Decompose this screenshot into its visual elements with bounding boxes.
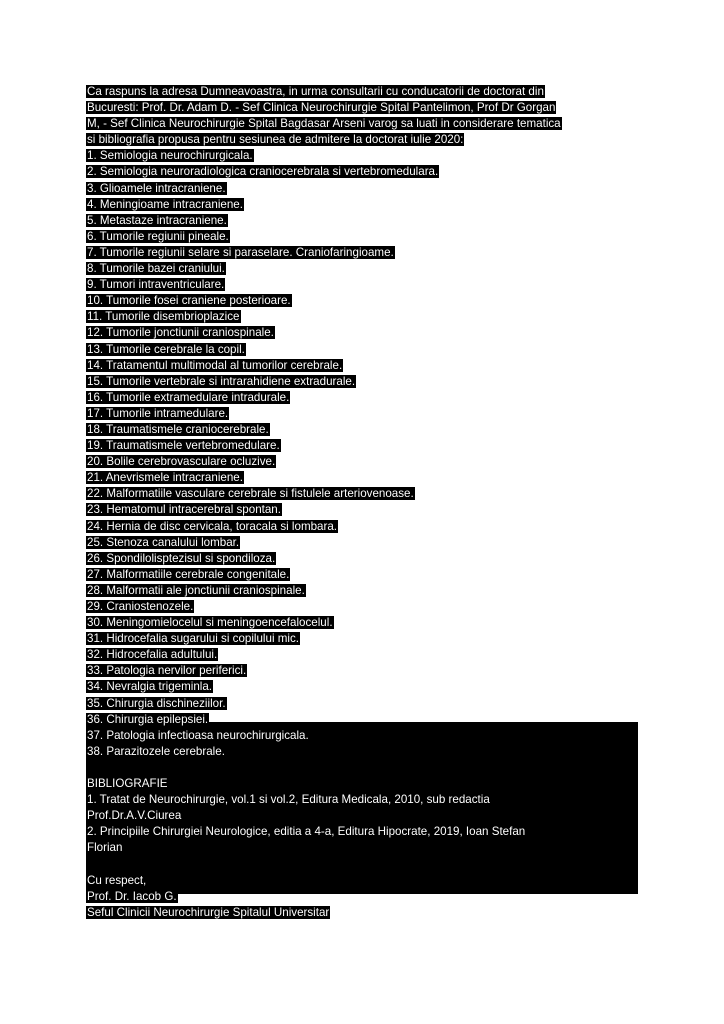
- topic-text: 36. Chirurgia epilepsiei.: [87, 712, 209, 726]
- closing-text: Seful Clinicii Neurochirurgie Spitalul Universitar: [87, 905, 330, 919]
- topic-line: [86, 197, 642, 213]
- topic-line: [86, 406, 642, 422]
- bibliography-heading: BIBLIOGRAFIE: [87, 777, 168, 791]
- topic-text: 27. Malformatiile cerebrale congenitale.: [87, 567, 290, 581]
- topic-text: 21. Anevrismele intracraniene.: [87, 471, 243, 485]
- topic-line: [86, 148, 642, 164]
- spacer-line: [86, 857, 642, 873]
- closing-line: [86, 889, 642, 905]
- topic-line: [86, 438, 642, 454]
- bibliography-line: [86, 808, 642, 824]
- topic-text: 30. Meningomielocelul si meningoencefalocelul.: [87, 616, 333, 630]
- topic-text: 15. Tumorile vertebrale si intrarahidiene extradurale.: [87, 374, 356, 388]
- topic-line: [86, 728, 642, 744]
- topic-text: 20. Bolile cerebrovasculare ocluzive.: [87, 455, 276, 469]
- topic-line: [86, 599, 642, 615]
- topic-text: 25. Stenoza canalului lombar.: [87, 535, 240, 549]
- topic-text: 33. Patologia nervilor periferici.: [87, 664, 247, 678]
- topic-text: 6. Tumorile regiunii pineale.: [87, 229, 229, 243]
- topic-text: 14. Tratamentul multimodal al tumorilor cerebrale.: [87, 358, 343, 372]
- topic-line: [86, 213, 642, 229]
- topic-text: 17. Tumorile intramedulare.: [87, 406, 229, 420]
- topic-line: [86, 342, 642, 358]
- topic-line: [86, 486, 642, 502]
- intro-line: [86, 116, 642, 132]
- topic-line: [86, 309, 642, 325]
- topic-line: [86, 470, 642, 486]
- topic-text: 29. Craniostenozele.: [87, 600, 194, 613]
- topic-line: [86, 422, 642, 438]
- bibliography-text: 1. Tratat de Neurochirurgie, vol.1 si vol.2, Editura Medicala, 2010, sub redactia: [87, 793, 490, 807]
- closing-text: Cu respect,: [87, 873, 147, 887]
- topic-text: 37. Patologia infectioasa neurochirurgicala.: [87, 728, 309, 742]
- topic-text: 5. Metastaze intracraniene.: [87, 213, 227, 227]
- closing-line: [86, 905, 642, 921]
- topic-text: 19. Traumatismele vertebromedulare.: [87, 439, 280, 453]
- topic-line: [86, 567, 642, 583]
- topic-line: [86, 358, 642, 374]
- topic-line: [86, 551, 642, 567]
- topic-text: 11. Tumorile disembrioplazice: [87, 310, 240, 324]
- topic-text: 22. Malformatiile vasculare cerebrale si fistulele arteriovenoase.: [87, 487, 414, 501]
- intro-line: [86, 132, 642, 148]
- bibliography-line: [86, 792, 642, 808]
- topic-text: 2. Semiologia neuroradiologica craniocerebrala si vertebromedulara.: [87, 165, 439, 179]
- topic-line: [86, 454, 642, 470]
- topic-text: 38. Parazitozele cerebrale.: [87, 744, 225, 758]
- intro-line-text: Bucuresti: Prof. Dr. Adam D. - Sef Clinica Neurochirurgie Spital Pantelimon, Prof Dr Gorgan: [87, 101, 556, 115]
- topic-text: 8. Tumorile bazei craniului.: [87, 262, 225, 276]
- bibliography-heading-line: [86, 776, 642, 792]
- topic-text: 31. Hidrocefalia sugarului si copilului mic.: [87, 632, 300, 646]
- topic-text: 32. Hidrocefalia adultului.: [87, 648, 218, 662]
- topic-text: 26. Spondilolisptezisul si spondiloza.: [87, 551, 276, 565]
- topic-line: [86, 277, 642, 293]
- topic-line: [86, 663, 642, 679]
- topic-line: [86, 679, 642, 695]
- document-text-body: [86, 84, 642, 921]
- topic-line: [86, 615, 642, 631]
- topic-line: [86, 502, 642, 518]
- bibliography-text: Prof.Dr.A.V.Ciurea: [87, 809, 182, 823]
- topic-text: 7. Tumorile regiunii selare si paraselare. Craniofaringioame.: [87, 245, 394, 259]
- bibliography-line: [86, 824, 642, 840]
- bibliography-text: Florian: [87, 841, 123, 855]
- topic-text: 3. Glioamele intracraniene.: [87, 181, 226, 195]
- intro-line-text: Ca raspuns la adresa Dumneavoastra, in urma consultarii cu conducatorii de doctorat din: [87, 85, 544, 98]
- topic-line: [86, 712, 642, 728]
- topic-line: [86, 519, 642, 535]
- topic-text: 24. Hernia de disc cervicala, toracala si lombara.: [87, 519, 338, 533]
- topic-line: [86, 164, 642, 180]
- topic-line: [86, 245, 642, 261]
- topic-line: [86, 181, 642, 197]
- spacer-line: [86, 760, 642, 776]
- intro-line: [86, 84, 642, 100]
- topic-text: 13. Tumorile cerebrale la copil.: [87, 342, 245, 356]
- bibliography-text: 2. Principiile Chirurgiei Neurologice, editia a 4-a, Editura Hipocrate, 2019, Ioan Stefan: [87, 825, 526, 839]
- topic-line: [86, 390, 642, 406]
- topic-text: 28. Malformatii ale jonctiunii craniospinale.: [87, 583, 305, 597]
- topic-text: 10. Tumorile fosei craniene posterioare.: [87, 294, 291, 308]
- topic-line: [86, 583, 642, 599]
- topic-line: [86, 647, 642, 663]
- topic-text: 12. Tumorile jonctiunii craniospinale.: [87, 326, 274, 340]
- topic-line: [86, 631, 642, 647]
- topic-text: 4. Meningioame intracraniene.: [87, 197, 243, 211]
- intro-line-text: si bibliografia propusa pentru sesiunea de admitere la doctorat iulie 2020:: [87, 133, 464, 147]
- topic-text: 35. Chirurgia dischineziilor.: [87, 696, 226, 710]
- topic-line: [86, 293, 642, 309]
- topic-line: [86, 535, 642, 551]
- topic-text: 1. Semiologia neurochirurgicala.: [87, 149, 253, 163]
- topic-line: [86, 374, 642, 390]
- topic-line: [86, 744, 642, 760]
- topic-text: 9. Tumori intraventriculare.: [87, 278, 225, 292]
- topic-line: [86, 696, 642, 712]
- topic-text: 23. Hematomul intracerebral spontan.: [87, 503, 281, 517]
- topic-line: [86, 325, 642, 341]
- topic-text: 18. Traumatismele craniocerebrale.: [87, 422, 269, 436]
- intro-line-text: M, - Sef Clinica Neurochirurgie Spital Bagdasar Arseni varog sa luati in considerare tematica: [87, 117, 561, 131]
- topic-text: 16. Tumorile extramedulare intradurale.: [87, 390, 290, 404]
- closing-text: Prof. Dr. Iacob G.: [87, 889, 177, 903]
- topic-line: [86, 261, 642, 277]
- bibliography-line: [86, 840, 642, 856]
- topic-line: [86, 229, 642, 245]
- closing-line: [86, 873, 642, 889]
- intro-line: [86, 100, 642, 116]
- topic-text: 34. Nevralgia trigeminla.: [87, 680, 213, 694]
